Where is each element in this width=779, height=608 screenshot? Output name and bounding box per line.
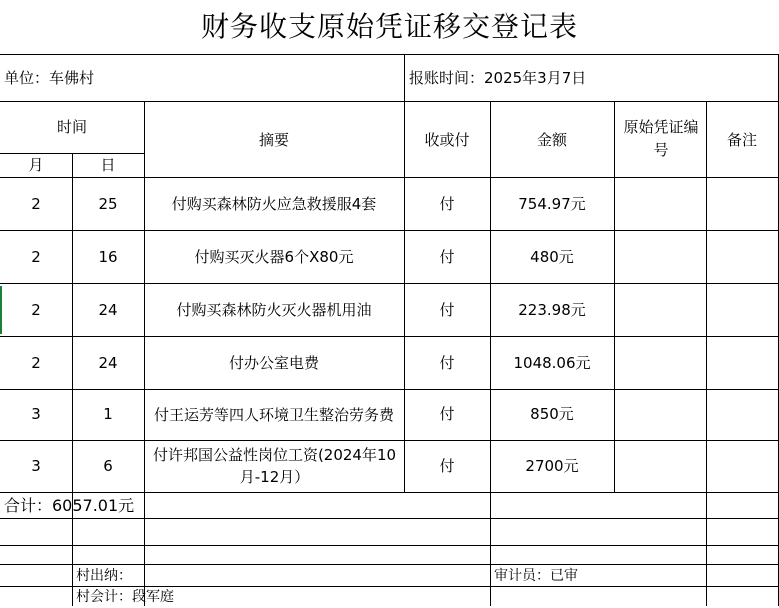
header-time: 时间 [56,118,87,136]
accountant-label: 村会计：段军庭 [76,588,174,605]
row-4-type: 付 [439,354,455,372]
header-day: 日 [100,156,116,174]
row-2-month: 2 [31,248,41,266]
row-6-day: 6 [103,457,113,475]
header-amount: 金额 [536,131,567,149]
unit-label: 单位：车佛村 [4,69,95,87]
row-5-month: 3 [31,405,41,423]
row-1-summary: 付购买森林防火应急救援服4套 [171,195,377,213]
sheet-title: 财务收支原始凭证移交登记表 [200,10,578,43]
row-6-type: 付 [439,457,455,475]
row-2-summary: 付购买灭火器6个X80元 [194,248,354,266]
header-voucher-no: 原始凭证编号 [623,118,699,159]
total-amount: 合计：6057.01元 [4,496,135,515]
auditor-label: 审计员：已审 [494,568,578,584]
cashier-label: 村出纳： [76,568,132,584]
row-2-day: 16 [98,248,118,266]
row-6-summary: 付许邦国公益性岗位工资(2024年10月-12月） [152,446,397,486]
row-1-day: 25 [98,195,118,213]
row-5-amount: 850元 [530,405,574,423]
row-2-amount: 480元 [530,248,574,266]
header-in-out: 收或付 [424,131,470,149]
row-2-type: 付 [439,248,455,266]
row-3-month: 2 [31,301,41,319]
row-4-day: 24 [98,354,118,372]
header-summary: 摘要 [258,131,289,149]
row-5-summary: 付王运芳等四人环境卫生整治劳务费 [153,406,394,424]
row-4-summary: 付办公室电费 [228,354,319,372]
header-month: 月 [28,156,44,174]
header-remark: 备注 [726,131,757,149]
report-date: 报账时间：2025年3月7日 [409,69,587,87]
row-6-month: 3 [31,457,41,475]
row-4-amount: 1048.06元 [513,354,591,372]
row-3-summary: 付购买森林防火灭火器机用油 [176,301,372,319]
row-3-type: 付 [439,301,455,319]
row-3-day: 24 [98,301,118,319]
row-6-amount: 2700元 [525,457,579,475]
row-4-month: 2 [31,354,41,372]
row-1-type: 付 [439,195,455,213]
row-1-amount: 754.97元 [518,195,586,213]
row-3-amount: 223.98元 [518,301,586,319]
row-1-month: 2 [31,195,41,213]
row-5-day: 1 [103,405,113,423]
row-5-type: 付 [439,405,455,423]
